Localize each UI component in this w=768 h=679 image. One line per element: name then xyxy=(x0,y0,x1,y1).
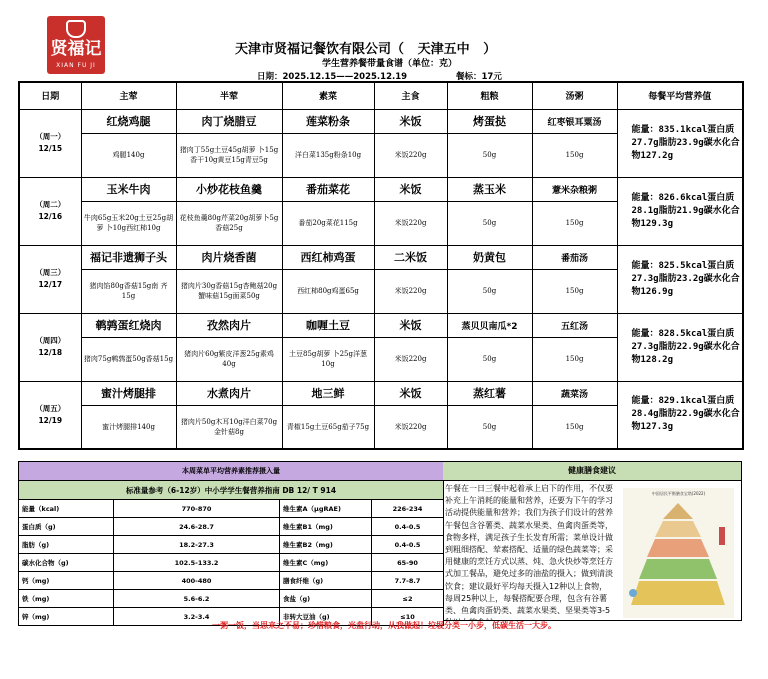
table-header-row xyxy=(19,82,743,109)
dish-name: 鹌鹑蛋红烧肉 xyxy=(81,313,176,337)
day-cell: （周一） 12/15 xyxy=(19,109,81,177)
dish-name: 米饭 xyxy=(374,313,447,337)
dish-name: 五红汤 xyxy=(532,313,617,337)
school-name: 天津五中 xyxy=(417,42,470,57)
nutrient-reference-table xyxy=(18,461,444,626)
nutrition-cell: 能量：828.5kcal蛋白质27.3g脂肪22.9g碳水化合物128.2g xyxy=(617,313,743,381)
header-staple: 主食 xyxy=(374,82,447,109)
ingredient-cell: 猪肉馅80g香菇15g南 齐15g xyxy=(81,269,176,313)
dish-name: 肉片烧香菌 xyxy=(176,245,282,269)
reference-standard: 标准量参考（6-12岁）中小学学生餐营养指南 DB 12/ T 914 xyxy=(19,481,444,500)
dish-name: 地三鲜 xyxy=(282,381,374,405)
dish-name: 蒸红薯 xyxy=(447,381,532,405)
table-row: 脂肪（g) 18.2-27.3 维生素B2（mg) 0.4-0.5 xyxy=(19,536,444,554)
header-main-meat: 主荤 xyxy=(81,82,176,109)
ingredient-cell: 番茄20g菜花115g xyxy=(282,201,374,245)
header-coarse-grain: 粗粮 xyxy=(447,82,532,109)
ingredient-cell: 150g xyxy=(532,201,617,245)
day-cell: （周四） 12/18 xyxy=(19,313,81,381)
food-pyramid-image xyxy=(623,488,734,618)
ingredient-cell: 猪肉片60g紫皮洋葱25g素鸡40g xyxy=(176,337,282,381)
header-soup: 汤粥 xyxy=(532,82,617,109)
table-row: 碳水化合物（g) 102.5-133.2 维生素C（mg) 65-90 xyxy=(19,554,444,572)
dish-name: 小炒花枝鱼羹 xyxy=(176,177,282,201)
ingredient-cell: 猪肉片50g木耳10g洋白菜70g金针菇8g xyxy=(176,405,282,449)
ingredient-cell: 150g xyxy=(532,133,617,177)
ingredient-cell: 米饭220g xyxy=(374,201,447,245)
ingredient-cell: 50g xyxy=(447,405,532,449)
ingredient-cell: 牛肉65g玉米20g土豆25g胡萝 卜10g西红柿10g xyxy=(81,201,176,245)
dish-name: 莲菜粉条 xyxy=(282,109,374,133)
logo-mark-icon xyxy=(66,20,86,38)
ingredient-cell: 猪肉片30g香菇15g杏鲍菇20g蟹味菇15g面菜50g xyxy=(176,269,282,313)
dish-name: 红枣银耳粟汤 xyxy=(532,109,617,133)
day-dish-row xyxy=(19,381,743,405)
dish-name: 薏米杂粮粥 xyxy=(532,177,617,201)
nutrition-cell: 能量：835.1kcal蛋白质27.7g脂肪23.9g碳水化合物127.2g xyxy=(617,109,743,177)
ingredient-cell: 50g xyxy=(447,133,532,177)
dish-name: 奶黄包 xyxy=(447,245,532,269)
day-dish-row xyxy=(19,177,743,201)
dish-name: 肉丁烧腊豆 xyxy=(176,109,282,133)
table-row: 蛋白质（g) 24.6-28.7 维生素B1（mg) 0.4-0.5 xyxy=(19,518,444,536)
dish-name: 番茄菜花 xyxy=(282,177,374,201)
table-row: 钙（mg) 400-480 膳食纤维（g) 7.7-8.7 xyxy=(19,572,444,590)
day-dish-row xyxy=(19,109,743,133)
food-pyramid-icon xyxy=(623,497,734,617)
ingredient-cell: 150g xyxy=(532,269,617,313)
date-range: 日期：2025.12.15——2025.12.19 xyxy=(257,72,408,82)
advice-title: 健康膳食建议 xyxy=(443,462,741,481)
dish-name: 二米饭 xyxy=(374,245,447,269)
pyramid-title: 中国居民平衡膳食宝塔(2022) xyxy=(651,491,706,496)
logo-english: XIAN FU JI xyxy=(56,62,96,69)
dish-name: 蔬菜汤 xyxy=(532,381,617,405)
dish-name: 蜜汁烤腿排 xyxy=(81,381,176,405)
dish-name: 米饭 xyxy=(374,177,447,201)
dish-name: 福记非遗狮子头 xyxy=(81,245,176,269)
dish-name: 红烧鸡腿 xyxy=(81,109,176,133)
ingredient-cell: 猪肉75g鹌鹑蛋50g香菇15g xyxy=(81,337,176,381)
health-advice-panel xyxy=(443,461,742,621)
day-dish-row xyxy=(19,313,743,337)
day-cell: （周五） 12/19 xyxy=(19,381,81,449)
header-nutrition: 每餐平均营养值 xyxy=(617,82,743,109)
nutrition-cell: 能量：829.1kcal蛋白质28.4g脂肪22.9g碳水化合物127.3g xyxy=(617,381,743,449)
ingredient-cell: 米饭220g xyxy=(374,133,447,177)
day-cell: （周二） 12/16 xyxy=(19,177,81,245)
page-title: 天津市贤福记餐饮有限公司（ 天津五中 ） xyxy=(235,38,496,57)
table-row: 铁（mg) 5.6-6.2 食盐（g) ≤2 xyxy=(19,590,444,608)
footer-slogan: 一粥一饭，当思来之不易；珍惜粮食，光盘行动，从我做起！垃圾分类一小步，低碳生活一大步。 xyxy=(212,621,556,630)
table-row: 能量（kcal) 770-870 维生素A（μgRAE) 226-234 xyxy=(19,500,444,518)
ingredient-cell: 50g xyxy=(447,337,532,381)
dish-name: 西红柿鸡蛋 xyxy=(282,245,374,269)
company-logo xyxy=(47,16,105,74)
reference-heading: 本周菜单平均营养素推荐摄入量 xyxy=(19,462,444,481)
dish-name: 水煮肉片 xyxy=(176,381,282,405)
ingredient-cell: 米饭220g xyxy=(374,269,447,313)
header-half-meat: 半荤 xyxy=(176,82,282,109)
ingredient-cell: 西红柿80g鸡蛋65g xyxy=(282,269,374,313)
ingredient-cell: 米饭220g xyxy=(374,405,447,449)
ingredient-cell: 鸡腿140g xyxy=(81,133,176,177)
dish-name: 番茄汤 xyxy=(532,245,617,269)
header-vegetable: 素菜 xyxy=(282,82,374,109)
meal-fee: 餐标：17元 xyxy=(456,72,502,82)
dish-name: 孜然肉片 xyxy=(176,313,282,337)
dish-name: 玉米牛肉 xyxy=(81,177,176,201)
nutrition-cell: 能量：826.6kcal蛋白质28.1g脂肪21.9g碳水化合物129.3g xyxy=(617,177,743,245)
ingredient-cell: 蜜汁烤腿排140g xyxy=(81,405,176,449)
ingredient-cell: 花枝鱼羹80g芹菜20g胡萝卜5g香菇25g xyxy=(176,201,282,245)
dish-name: 烤蛋挞 xyxy=(447,109,532,133)
ingredient-cell: 150g xyxy=(532,405,617,449)
ingredient-cell: 土豆85g胡萝 卜25g洋葱10g xyxy=(282,337,374,381)
page-subtitle: 学生营养餐带量食谱（单位：克） xyxy=(322,59,458,69)
ingredient-cell: 50g xyxy=(447,269,532,313)
advice-text: 午餐在一日三餐中起着承上启下的作用，不仅要补充上午消耗的能量和营养，还要为下午的学习活动提供能量和营养；我们为孩子们设计的营养午餐包含谷薯类、蔬菜水果类、鱼禽肉蛋类等，食物多样，满足孩子生长发育所需；菜单设计做到粗细搭配、荤素搭配、适量的绿色蔬菜等；采用健康的烹饪方式以蒸、炖、急火快炒等烹饪方式加工餐品，避免过多的油盐的摄入；做到清淡饮食；建议最好平均每天摄入12种以上食物，每周25种以上，每餐搭配要合理，包含有谷薯类、鱼禽肉蛋奶类、蔬菜水果类、坚果类等3-5 xyxy=(445,484,613,616)
ingredient-cell: 50g xyxy=(447,201,532,245)
table-row: 锌（mg) 3.2-3.4 非转大豆油（g) ≤10 xyxy=(19,608,444,626)
ingredient-cell: 洋白菜135g粉条10g xyxy=(282,133,374,177)
nutrition-cell: 能量：825.5kcal蛋白质27.3g脂肪23.2g碳水化合物126.9g xyxy=(617,245,743,313)
logo-text: 贤福记 xyxy=(50,39,102,59)
day-dish-row xyxy=(19,245,743,269)
menu-table xyxy=(18,81,744,450)
header-date: 日期 xyxy=(19,82,81,109)
ingredient-cell: 米饭220g xyxy=(374,337,447,381)
ingredient-cell: 150g xyxy=(532,337,617,381)
ingredient-cell: 猪肉丁55g土豆45g胡萝 卜15g香干10g黄豆15g青豆5g xyxy=(176,133,282,177)
dish-name: 蒸贝贝南瓜*2 xyxy=(447,313,532,337)
dish-name: 咖喱土豆 xyxy=(282,313,374,337)
dish-name: 蒸玉米 xyxy=(447,177,532,201)
day-cell: （周三） 12/17 xyxy=(19,245,81,313)
dish-name: 米饭 xyxy=(374,109,447,133)
dish-name: 米饭 xyxy=(374,381,447,405)
ingredient-cell: 青椒15g土豆65g茄子75g xyxy=(282,405,374,449)
